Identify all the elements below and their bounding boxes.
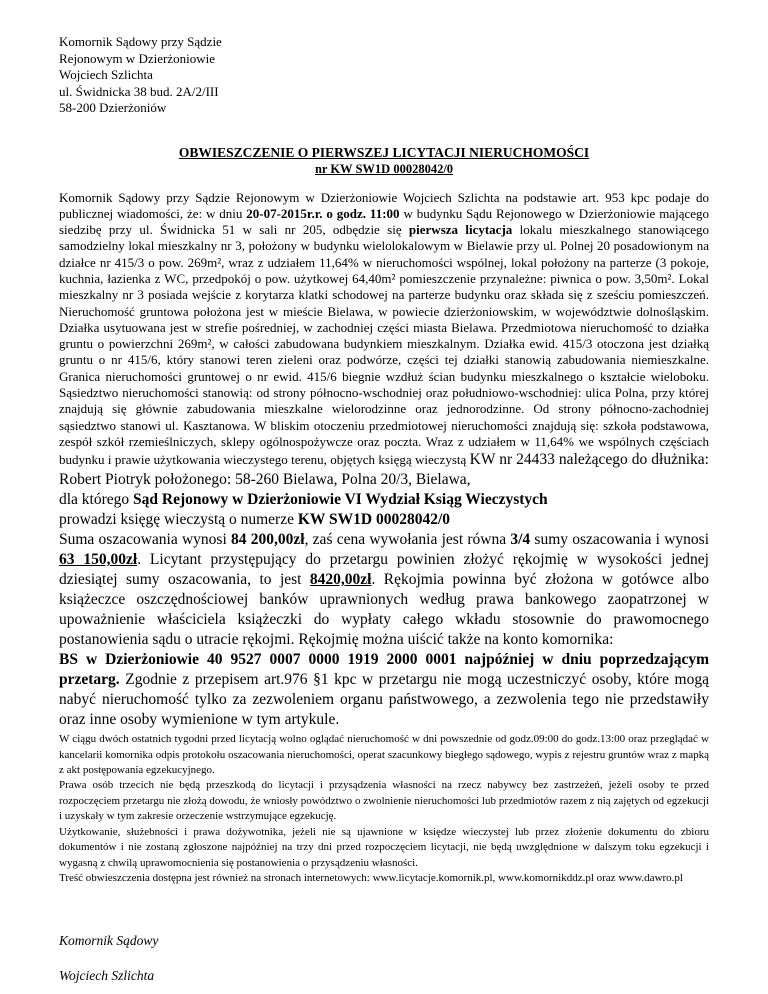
body-text: Zgodnie z przepisem art.976 §1 kpc w przetargu nie mogą uczestniczyć osoby, które mogą nabyć nieruchomość tylko za zezwoleniem organu państwowego, a zezwolenia tego nie przedstawiły oraz inne osoby wymienione w tym artykule. (59, 671, 709, 729)
title-main: OBWIESZCZENIE O PIERWSZEJ LICYTACJI NIERUCHOMOŚCI (178, 144, 590, 160)
first-auction-label: pierwsza licytacja (408, 222, 513, 238)
sender-line: 58-200 Dzierżoniów (59, 100, 167, 115)
sender-address (59, 34, 709, 117)
body-text: Komornik Sądowy przy Sądzie Rejonowym w Dzierżoniowie Wojciech Szlichta na podstawie art. 953 kpc podaje do publicznej wiadomości, że: w dniu (59, 189, 709, 221)
body-text: sumy oszacowania i wynosi (530, 531, 710, 549)
body-text: lokalu mieszkalnego stanowiącego samodzielny lokal mieszkalny nr 3, położony w budynku wielolokalowym w Bielawie przy ul. Polnej 20 posadowionym na działce nr 415/3 o pow. 269m², wraz z udziałem 11,64% w nieruchomości wspólnej, lokal położony na parterze (3 pokoje, kuchnia, łazienka z WC, przedpokój o pow. użytkowej 64,40m² pomieszczenie przynależne: piwnica o pow. 3,50m². Lokal mieszkalny nr 3 posiada wejście z korytarza klatki schodowej na parterze budynku oraz składa się z sześciu pomieszczeń. Nieruchomość gruntowa położona jest w mieście Bielawa, w powiecie dzierżoniowskim, w województwie dolnośląskim. Działka usytuowana jest w strefie pośredniej, w zachodniej części miasta Bielawa. Przedmiotowa nieruchomość to działka gruntu o powierzchni 269m², w całości zabudowana budynkiem mieszkalnym. Działka ewid. 415/3 otoczona jest działką gruntu o nr 415/6, który stanowi teren zieleni oraz podwórze, części tej działki stanowią zabudowania niemieszkalne. Granica nieruchomości gruntowej o nr ewid. 415/6 biegnie wzdłuż ścian budynku mieszkalnego o kształcie wieloboku. Sąsiedztwo nieruchomości stanowią: od strony północno-wschodniej oraz południowo-wschodniej: ulica Polna, przy której znajdują się głównie zabudowania mieszkalne wielorodzinne oraz jednorodzinne. Od strony północno-zachodniej sąsiedztwo stanowi ul. Kasztanowa. W bliskim otoczeniu przedmiotowej nieruchomości znajdują się: szkoła podstawowa, zespół szkół rzemieślniczych, sklepy ogólnospożywcze oraz poczta. Wraz z udziałem w 11,64% we wspólnych częściach budynku i prawie użytkowania wieczystego terenu, objętych księgą wieczystą (59, 222, 709, 468)
call-fraction: 3/4 (510, 531, 531, 549)
body-text: prowadzi księgę wieczystą o numerze (59, 511, 298, 529)
document-title (59, 144, 709, 177)
body-text: , zaś cena wywołania jest równa (304, 531, 511, 549)
sender-line: Wojciech Szlichta (59, 67, 153, 82)
sender-line: Komornik Sądowy przy Sądzie (59, 34, 222, 49)
deposit-amount: 8420,00zł (309, 571, 372, 589)
auction-date: 20-07-2015r.r. o godz. 11:00 (246, 205, 400, 221)
body-text: . Rękojmia powinna być złożona w gotówce albo książeczce oszczędnościowej banków uprawnionych według prawa bankowego zaopatrzonej w upoważnienie właściciela książeczki do wypłaty całego wkładu stosownie do prawomocnego postanowienia sądu o utracie rękojmi. Rękojmię można uiścić także na konto komornika: (59, 571, 709, 649)
body-text: Suma oszacowania wynosi (59, 531, 231, 549)
bank-account: BS w Dzierżoniowie 40 9527 0007 0000 1919 2000 0001 najpóźniej w dniu poprzedzającym przetarg. (59, 651, 709, 689)
estimate-value: 84 200,00zł (231, 531, 305, 549)
body-text: dla którego (59, 491, 134, 509)
call-price: 63 150,00zł (59, 551, 138, 569)
announcement-body (59, 190, 709, 731)
note-usage-rights: Użytkowanie, służebności i prawa dożywotnika, jeżeli nie są ujawnione w księdze wieczystej lub przez złożenie dokumentu do zbioru dokumentów i nie zostaną zgłoszone najpóźniej na trzy dni przed rozpoczęciem licytacji, nie będą uwzględnione w dalszym toku egzekucji i wygasną z chwilą uprawomocnienia się postanowienia o przysądzeniu własności. (59, 825, 709, 869)
note-third-party-rights: Prawa osób trzecich nie będą przeszkodą do licytacji i przysądzenia własności na rzecz nabywcy bez zastrzeżeń, jeżeli osoby te przed rozpoczęciem przetargu nie złożą dowodu, że wniosły powództwo o zwolnienie nieruchomości lub przedmiotów razem z nią zajętych od egzekucji i uzyskały w tym zakresie orzeczenie wstrzymujące egzekucję. (59, 779, 709, 823)
body-text: w budynku Sądu Rejonowego w Dzierżoniowie mającego siedzibę przy ul. Świdnicka 51 w sali nr 205, odbędzie się (59, 205, 709, 238)
note-websites: Treść obwieszczenia dostępna jest również na stronach internetowych: www.licytacje.komornik.pl, www.komornikddz.pl oraz www.dawro.pl (59, 871, 683, 884)
kw-number: KW SW1D 00028042/0 (297, 511, 451, 529)
signature-role: Komornik Sądowy (59, 933, 159, 949)
signature-name: Wojciech Szlichta (59, 968, 155, 984)
body-text: . Licytant przystępujący do przetargu powinien złożyć rękojmię w wysokości jednej dziesiątej sumy oszacowania, to jest (59, 551, 709, 589)
court-name: Sąd Rejonowy w Dzierżoniowie VI Wydział Ksiąg Wieczystych (133, 491, 548, 509)
sender-line: ul. Świdnicka 38 bud. 2A/2/III (59, 83, 219, 99)
sender-line: Rejonowym w Dzierżoniowie (59, 50, 215, 66)
title-kw-number: nr KW SW1D 00028042/0 (314, 161, 454, 176)
debtor-info: KW nr 24433 należącego do dłużnika: Robert Piotryk położonego: 58-260 Bielawa, Polna 20/3, Bielawa, (59, 451, 709, 489)
note-viewing: W ciągu dwóch ostatnich tygodni przed licytacją wolno oglądać nieruchomość w dni powszednie od godz.09:00 do godz.13:00 oraz przeglądać w kancelarii komornika odpis protokołu oszacowania nieruchomości, operat szacunkowy biegłego sądowego, wypis z rejestru gruntów wraz z mapką z akt postępowania egzekucyjnego. (59, 733, 709, 777)
